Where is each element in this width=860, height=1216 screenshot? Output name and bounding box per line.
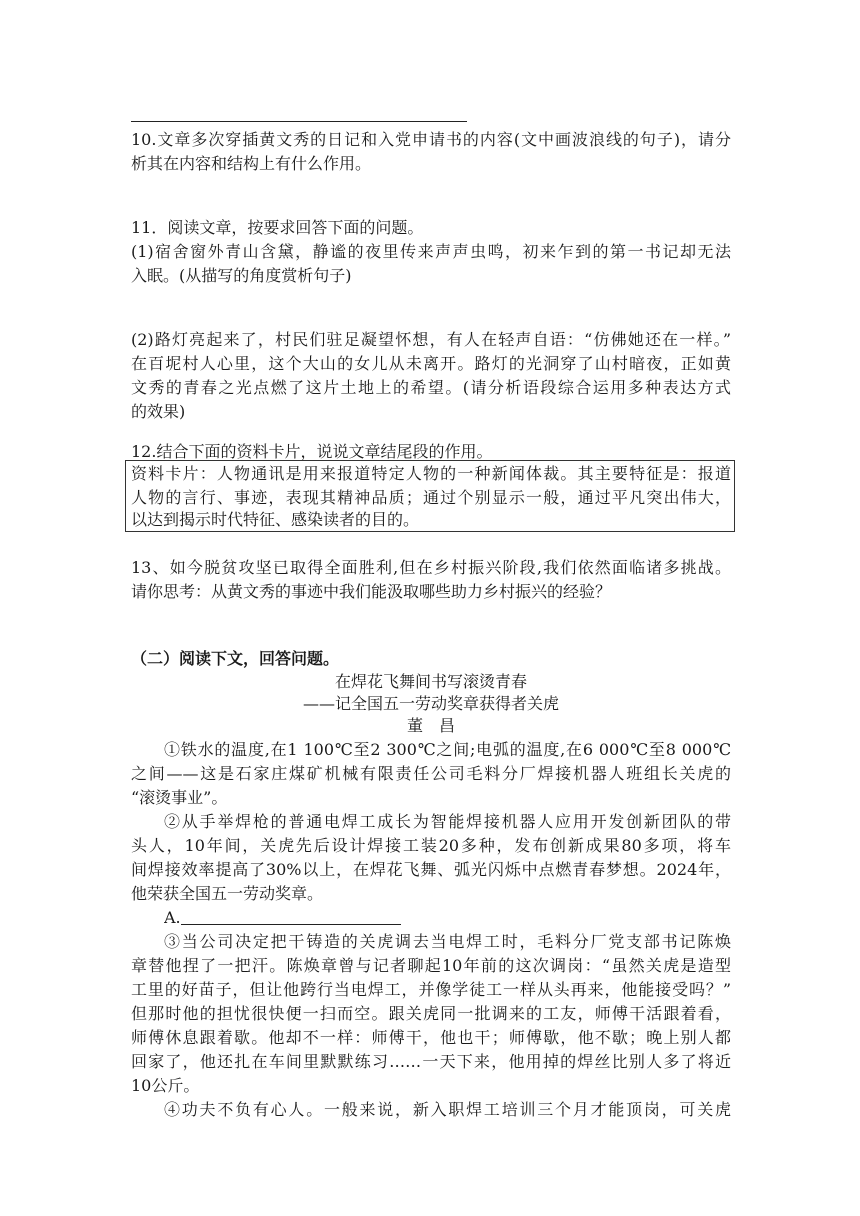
article-author: 董 昌 [406,716,455,735]
info-card-line-1: 资料卡片：人物通讯是用来报道特定人物的一种新闻体裁。其主要特征是：报道 [131,464,731,483]
q11-part2-line-3: 文秀的青春之光点燃了这片土地上的希望。(请分析语段综合运用多种表达方式 [131,378,731,397]
q13-line-2: 请你思考：从黄文秀的事迹中我们能汲取哪些助力乡村振兴的经验？ [131,582,612,601]
para2-line-1: ②从手举焊枪的普通电焊工成长为智能焊接机器人应用开发创新团队的带 [164,812,731,831]
para3-line-2: 章替他捏了一把汗。陈焕章曾与记者聊起10年前的这次调岗：“虽然关虎是造型 [131,956,731,975]
q11-heading: 11．阅读文章，按要求回答下面的问题。 [131,218,424,237]
article-title: 在焊花飞舞间书写滚烫青春 [334,672,527,691]
q12-heading: 12.结合下面的资料卡片，说说文章结尾段的作用。 [131,442,493,461]
q10-line-2: 析其在内容和结构上有什么作用。 [131,154,372,173]
blank-a-line [181,908,401,925]
para3-line-4: 但那时他的担忧很快便一扫而空。跟关虎同一批调来的工友，师傅干活跟着看， [131,1004,731,1023]
answer-line [131,121,467,122]
q11-part1-line-1: (1)宿舍窗外青山含黛，静谧的夜里传来声声虫鸣，初来乍到的第一书记却无法 [131,242,731,261]
para3-line-5: 师傅休息跟着歇。他却不一样：师傅干，他也干；师傅歇，他不歇；晚上别人都 [131,1028,731,1047]
para3-line-1: ③当公司决定把干铸造的关虎调去当电焊工时，毛料分厂党支部书记陈焕 [164,932,731,951]
para2-line-2: 头人，10年间，关虎先后设计焊接工装20多种，发布创新成果80多项，将车 [131,836,731,855]
para3-line-6: 回家了，他还扎在车间里默默练习……一天下来，他用掉的焊丝比别人多了将近 [131,1052,731,1071]
para2-line-4: 他荣获全国五一劳动奖章。 [131,884,324,903]
info-card-line-3: 以达到揭示时代特征、感染读者的目的。 [131,510,420,529]
para1-line-1: ①铁水的温度,在1 100℃至2 300℃之间;电弧的温度,在6 000℃至8 000℃ [164,740,731,759]
q10-line-1: 10.文章多次穿插黄文秀的日记和入党申请书的内容(文中画波浪线的句子)，请分 [131,130,731,149]
para1-line-3: “滚烫事业”。 [131,788,228,807]
para2-line-3: 间焊接效率提高了30%以上，在焊花飞舞、弧光闪烁中点燃青春梦想。2024年， [131,860,731,879]
q13-line-1: 13、如今脱贫攻坚已取得全面胜利,但在乡村振兴阶段,我们依然面临诸多挑战。 [131,558,731,577]
para4-line-1: ④功夫不负有心人。一般来说，新入职焊工培训三个月才能顶岗，可关虎 [164,1100,731,1119]
para3-line-3: 工里的好苗子，但让他跨行当电焊工，并像学徒工一样从头再来，他能接受吗？” [131,980,731,999]
blank-a [164,906,731,930]
section2-heading: （二）阅读下文，回答问题。 [131,649,340,668]
info-card-line-2: 人物的言行、事迹，表现其精神品质；通过个别显示一般，通过平凡突出伟大， [131,488,731,507]
q11-part2-line-2: 在百坭村人心里，这个大山的女儿从未离开。路灯的光洞穿了山村暗夜，正如黄 [131,354,731,373]
article-subtitle: ——记全国五一劳动奖章获得者关虎 [302,694,559,713]
q11-part2-line-1: (2)路灯亮起来了，村民们驻足凝望怀想，有人在轻声自语：“仿佛她还在一样。” [131,330,731,349]
para1-line-2: 之间——这是石家庄煤矿机械有限责任公司毛料分厂焊接机器人班组长关虎的 [131,764,731,783]
q11-part2-line-4: 的效果) [131,402,186,421]
blank-a-label: A. [164,908,181,927]
q11-part1-line-2: 入眠。(从描写的角度赏析句子) [131,266,352,285]
para3-line-7: 10公斤。 [131,1076,200,1095]
